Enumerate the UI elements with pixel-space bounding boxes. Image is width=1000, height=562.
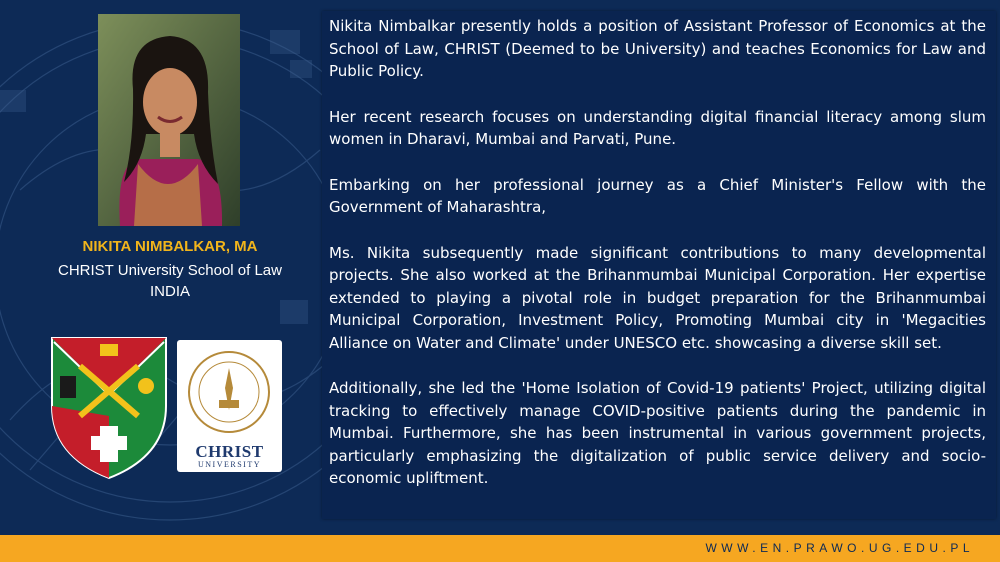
- portrait-photo: [98, 14, 240, 226]
- bio-paragraph: Her recent research focuses on understanding digital financial literacy among slum women in Dharavi, Mumbai and Parvati, Pune.: [329, 107, 986, 148]
- bio-paragraph: Embarking on her professional journey as a Chief Minister's Fellow with the Government of Maharashtra,: [329, 175, 986, 216]
- footer-website-link[interactable]: WWW.EN.PRAWO.UG.EDU.PL: [705, 541, 974, 555]
- christ-logo-wordmark: CHRIST: [195, 442, 264, 461]
- christ-university-logo: [177, 340, 282, 472]
- affiliation-school: CHRIST University School of Law: [58, 262, 282, 279]
- affiliation: [20, 260, 320, 302]
- person-name: NIKITA NIMBALKAR, MA: [82, 238, 258, 255]
- christ-logo-subtitle: UNIVERSITY: [198, 460, 261, 469]
- bio-paragraph: Nikita Nimbalkar presently holds a position of Assistant Professor of Economics at the School of Law, CHRIST (Deemed to be University) and teaches Economics for Law and Public Policy.: [329, 17, 986, 80]
- affiliation-country: INDIA: [149, 283, 190, 300]
- bio-paragraph: Ms. Nikita subsequently made significant contributions to many developmental projects. She also worked at the Brihanmumbai Municipal Corporation. Her expertise extended to playing a pivotal role in budget preparation for the Brihanmumbai Municipal Corporation, Investment Policy, Promoting Mumbai city in 'Megacities Alliance on Water and Climate' under UNESCO etc. showcasing a diverse skill set.: [329, 243, 986, 352]
- bio-panel: [322, 11, 996, 519]
- university-crest-icon: [50, 336, 168, 480]
- bio-paragraph: Additionally, she led the 'Home Isolation of Covid-19 patients' Project, utilizing digital tracking to effectively manage COVID-positive patients during the pandemic in Mumbai. Furthermore, she has been instrumental in various government projects, particularly emphasizing the digitalization of public service delivery and socio-economic upliftment.: [329, 379, 986, 487]
- footer-bar: [0, 535, 1000, 562]
